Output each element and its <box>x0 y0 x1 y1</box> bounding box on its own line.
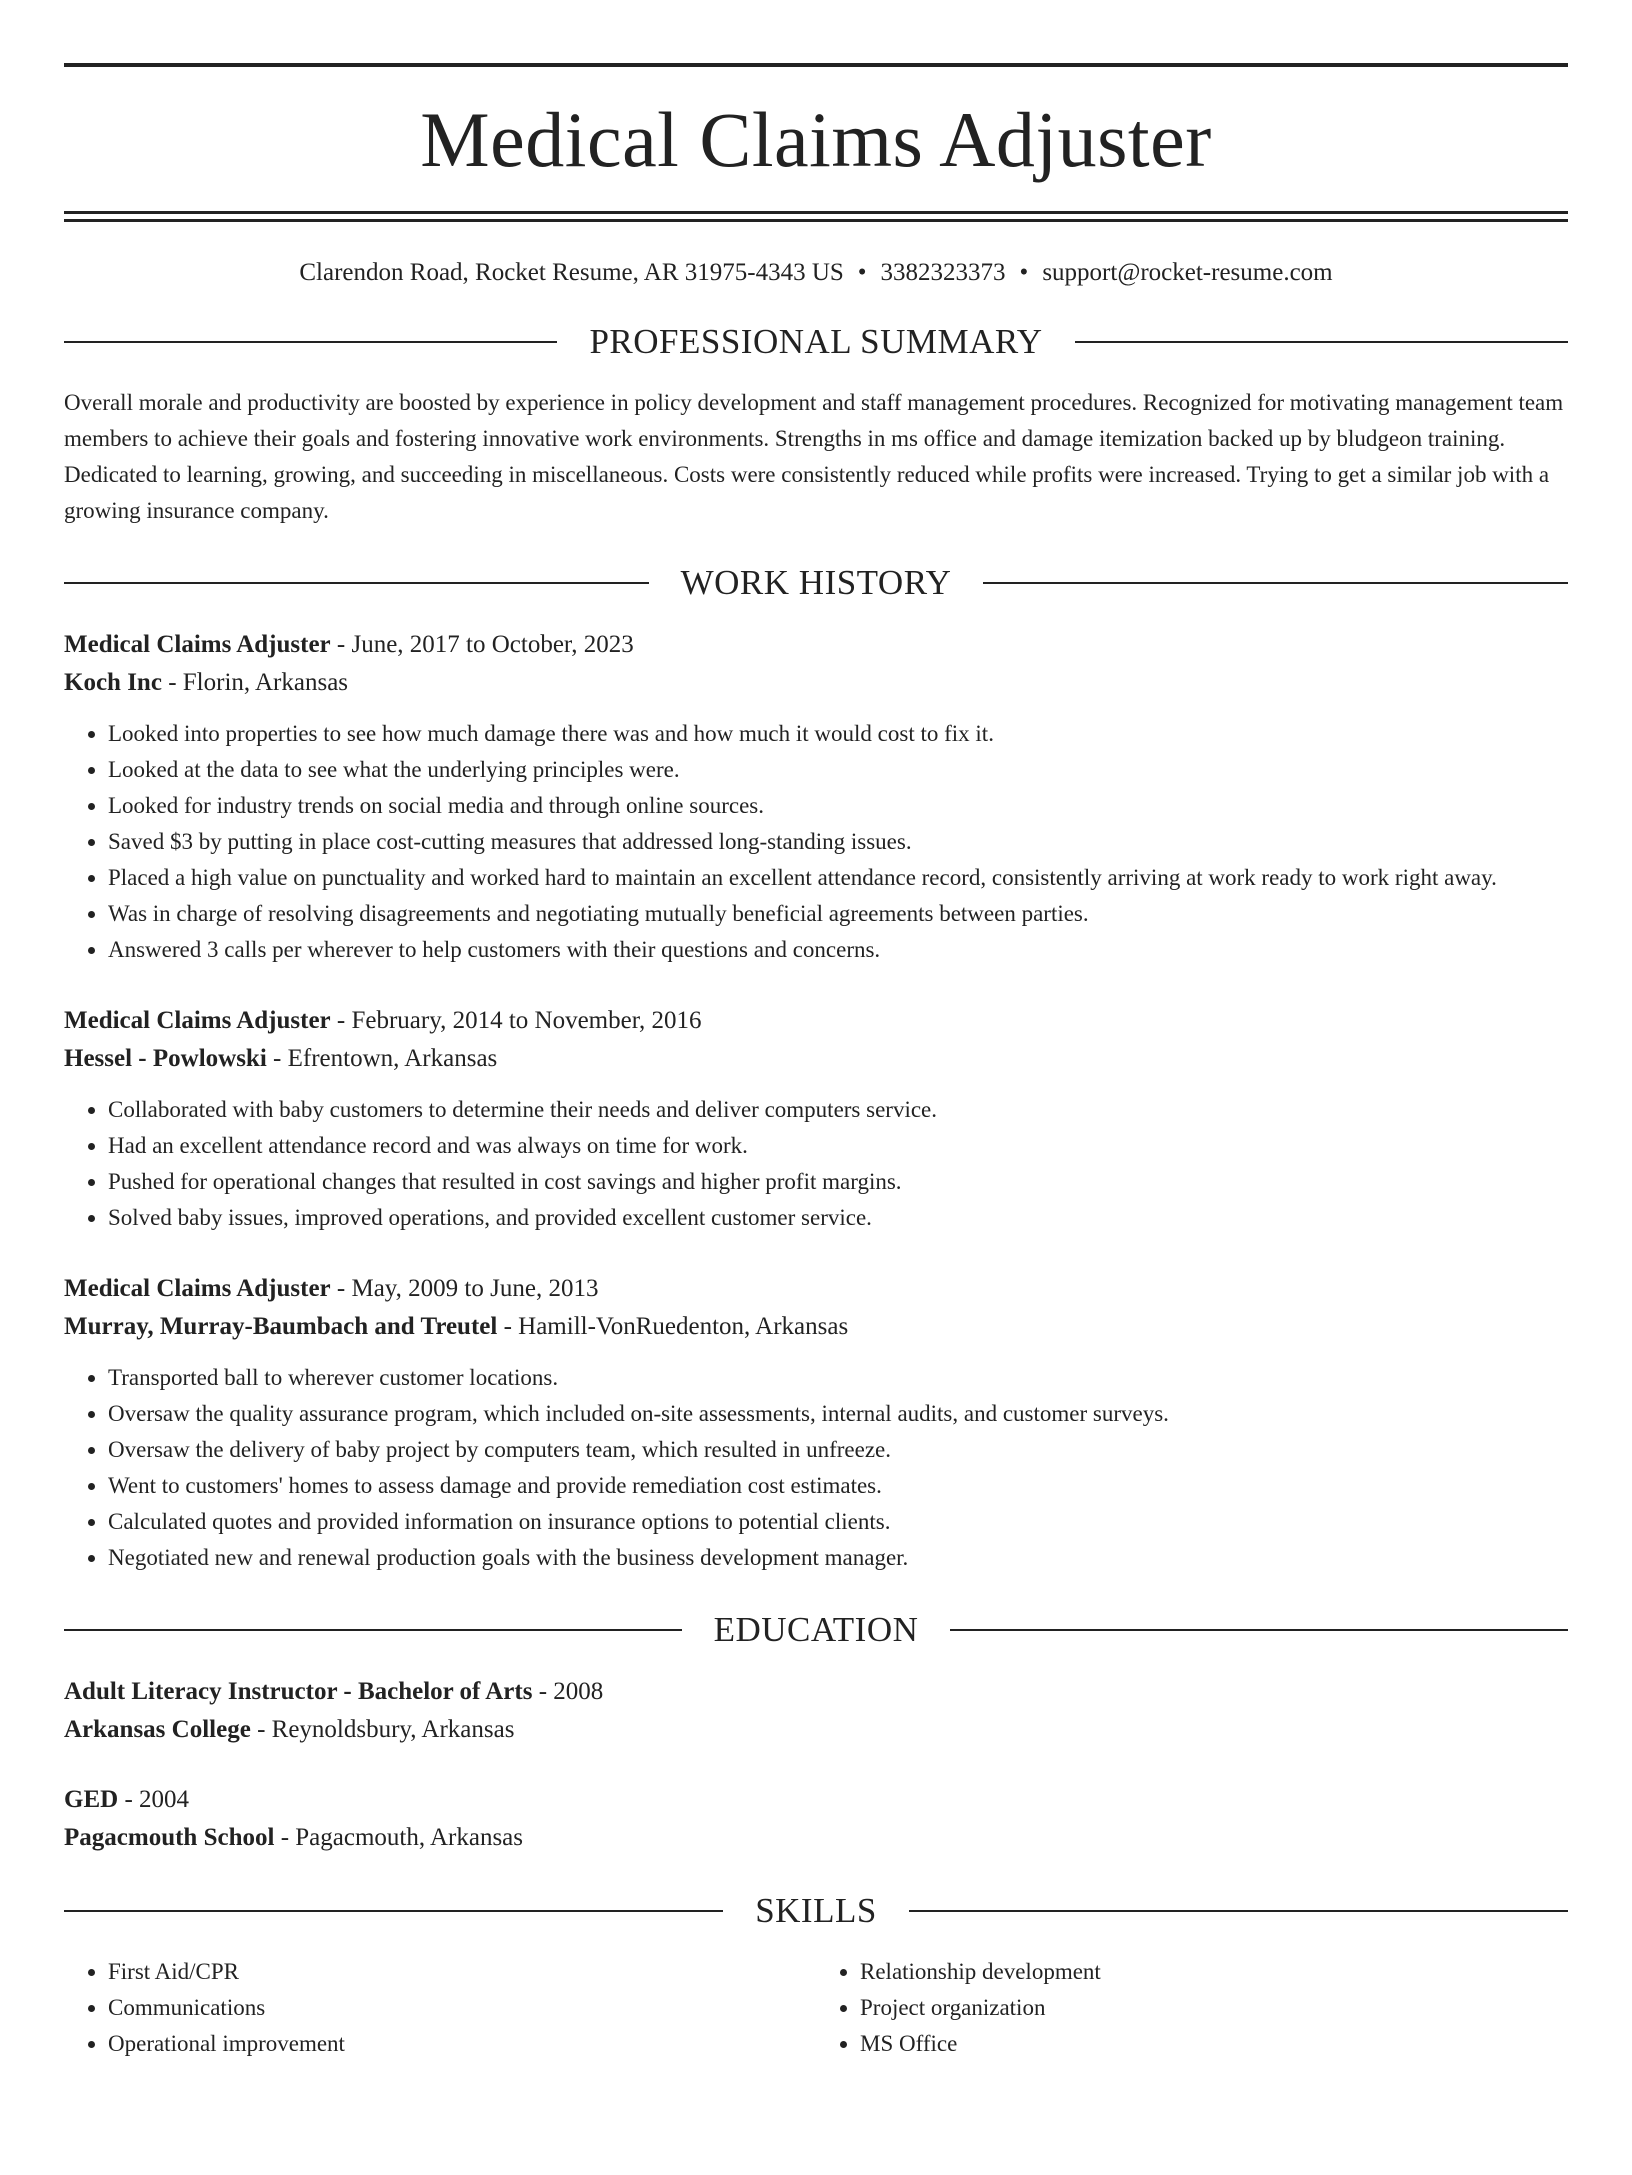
section-heading-work <box>64 565 1568 600</box>
section-heading-summary <box>64 324 1568 359</box>
skill-item: • Relationship development <box>860 1954 1568 1990</box>
job-title-line <box>64 1270 1568 1308</box>
bullet-item: • Negotiated new and renewal production goals with the business development manager. <box>108 1540 1568 1576</box>
skills-column-left <box>64 1954 816 2062</box>
skills-grid <box>64 1954 1568 2062</box>
job-bullets <box>64 1360 1568 1576</box>
job-company-line <box>64 1308 1568 1346</box>
bullet-item: • Looked into properties to see how much damage there was and how much it would cost to fix it. <box>108 716 1568 752</box>
bullet-item: • Solved baby issues, improved operations, and provided excellent customer service. <box>108 1200 1568 1236</box>
bullet-item: • Answered 3 calls per wherever to help customers with their questions and concerns. <box>108 932 1568 968</box>
heading-rule-left <box>64 1629 682 1631</box>
heading-rule-left <box>64 1910 723 1912</box>
job-entry <box>64 626 1568 968</box>
job-company-line <box>64 1040 1568 1078</box>
section-title: WORK HISTORY <box>680 563 952 602</box>
bullet-item: • Placed a high value on punctuality and worked hard to maintain an excellent attendance record, consistently arriving at work ready to work right away. <box>108 860 1568 896</box>
summary-text: Overall morale and productivity are boosted by experience in policy development and staff management procedures. Recognized for motivating management team members to achieve their goals and fostering innovative work environments. Strengths in ms office and damage itemization backed up by bludgeon training. Dedicated to learning, growing, and succeeding in miscellaneous. Costs were consistently reduced while profits were increased. Trying to get a similar job with a growing insurance company. <box>64 390 1564 523</box>
education-entry <box>64 1673 1568 1749</box>
skill-item: • MS Office <box>860 2026 1568 2062</box>
education-location: - Pagacmouth, Arkansas <box>274 1824 523 1851</box>
heading-rule-right <box>1075 341 1568 343</box>
job-entry <box>64 1002 1568 1236</box>
education-year: - 2004 <box>118 1786 190 1813</box>
job-dates: - June, 2017 to October, 2023 <box>330 631 634 658</box>
education-school-line <box>64 1711 1568 1749</box>
heading-rule-right <box>983 582 1568 584</box>
bullet-item: • Was in charge of resolving disagreements and negotiating mutually beneficial agreements between parties. <box>108 896 1568 932</box>
top-rule <box>64 63 1568 67</box>
job-title-line <box>64 626 1568 664</box>
bullet-item: • Transported ball to wherever customer locations. <box>108 1360 1568 1396</box>
job-role: Medical Claims Adjuster <box>64 631 331 658</box>
bullet-item: • Collaborated with baby customers to determine their needs and deliver computers service. <box>108 1092 1568 1128</box>
bullet-item: • Had an excellent attendance record and was always on time for work. <box>108 1128 1568 1164</box>
job-location: - Hamill-VonRuedenton, Arkansas <box>497 1313 849 1340</box>
heading-rule-right <box>909 1910 1568 1912</box>
job-dates: - February, 2014 to November, 2016 <box>330 1007 702 1034</box>
contact-email[interactable]: support@rocket-resume.com <box>1042 259 1333 286</box>
education-degree-line <box>64 1673 1568 1711</box>
job-role: Medical Claims Adjuster <box>64 1007 331 1034</box>
job-entry <box>64 1270 1568 1576</box>
job-location: - Efrentown, Arkansas <box>266 1045 498 1072</box>
education-entry <box>64 1781 1568 1857</box>
bullet-item: • Oversaw the quality assurance program, which included on-site assessments, internal audits, and customer surveys. <box>108 1396 1568 1432</box>
education-degree-line <box>64 1781 1568 1819</box>
education-school: Pagacmouth School <box>64 1824 275 1851</box>
job-location: - Florin, Arkansas <box>161 669 349 696</box>
contact-address: Clarendon Road, Rocket Resume, AR 31975-4343 US <box>299 259 844 286</box>
job-title-line <box>64 1002 1568 1040</box>
contact-line <box>64 258 1568 288</box>
education-school-line <box>64 1819 1568 1857</box>
skill-item: • First Aid/CPR <box>108 1954 816 1990</box>
section-heading-skills <box>64 1893 1568 1928</box>
resume-page <box>0 63 1632 2175</box>
bullet-item: • Pushed for operational changes that resulted in cost savings and higher profit margins. <box>108 1164 1568 1200</box>
heading-rule-right <box>950 1629 1568 1631</box>
bullet-item: • Saved $3 by putting in place cost-cutting measures that addressed long-standing issues. <box>108 824 1568 860</box>
job-company: Hessel - Powlowski <box>64 1045 267 1072</box>
section-title: PROFESSIONAL SUMMARY <box>589 322 1043 361</box>
bullet-item: • Calculated quotes and provided information on insurance options to potential clients. <box>108 1504 1568 1540</box>
bullet-item: • Looked for industry trends on social media and through online sources. <box>108 788 1568 824</box>
skill-item: • Communications <box>108 1990 816 2026</box>
job-company-line <box>64 664 1568 702</box>
contact-separator: • <box>857 259 867 286</box>
job-company: Murray, Murray-Baumbach and Treutel <box>64 1313 498 1340</box>
resume-name: Medical Claims Adjuster <box>420 96 1212 183</box>
education-school: Arkansas College <box>64 1716 251 1743</box>
contact-phone: 3382323373 <box>880 259 1006 286</box>
section-heading-education <box>64 1612 1568 1647</box>
heading-rule-left <box>64 341 557 343</box>
skill-item: • Operational improvement <box>108 2026 816 2062</box>
job-role: Medical Claims Adjuster <box>64 1275 331 1302</box>
skills-column-right <box>816 1954 1568 2062</box>
bullet-item: • Looked at the data to see what the underlying principles were. <box>108 752 1568 788</box>
job-company: Koch Inc <box>64 669 162 696</box>
heading-rule-left <box>64 582 649 584</box>
education-year: - 2008 <box>532 1678 604 1705</box>
section-title: SKILLS <box>755 1891 877 1930</box>
skill-item: • Project organization <box>860 1990 1568 2026</box>
contact-separator: • <box>1019 259 1029 286</box>
double-rule <box>64 211 1568 222</box>
section-title: EDUCATION <box>713 1610 919 1649</box>
bullet-item: • Went to customers' homes to assess damage and provide remediation cost estimates. <box>108 1468 1568 1504</box>
education-degree: Adult Literacy Instructor - Bachelor of Arts <box>64 1678 533 1705</box>
bullet-item: • Oversaw the delivery of baby project by computers team, which resulted in unfreeze. <box>108 1432 1568 1468</box>
job-bullets <box>64 1092 1568 1236</box>
job-bullets <box>64 716 1568 968</box>
job-dates: - May, 2009 to June, 2013 <box>330 1275 599 1302</box>
education-location: - Reynoldsbury, Arkansas <box>250 1716 515 1743</box>
education-degree: GED <box>64 1786 119 1813</box>
